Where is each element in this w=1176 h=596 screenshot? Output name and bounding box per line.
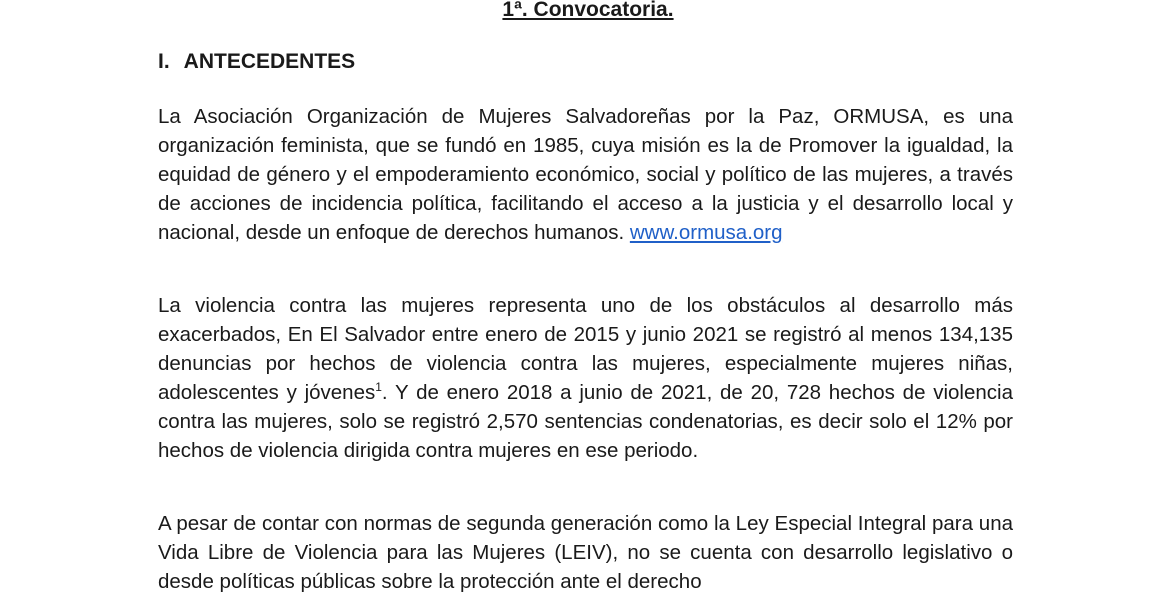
paragraph-2-body (158, 291, 1013, 465)
document-title (0, 0, 1176, 26)
paragraph-3-text: A pesar de contar con normas de segunda generación como la Ley Especial Integral para una Vida Libre de Violencia para las Mujeres (LEIV), no se cuenta con desarrollo legislativo o desde políticas públicas sobre la protección ante el derecho (158, 512, 1013, 593)
section-heading (158, 46, 355, 78)
paragraph-1-text: La Asociación Organización de Mujeres Salvadoreñas por la Paz, ORMUSA, es una organización feminista, que se fundó en 1985, cuya misión es la de Promover la igualdad, la equidad de género y el empoderamiento económico, social y político de las mujeres, a través de acciones de incidencia política, facilitando el acceso a la justicia y el desarrollo local y nacional, desde un enfoque de derechos humanos. (158, 105, 1013, 244)
section-heading-text: ANTECEDENTES (183, 50, 356, 73)
paragraph-1-body (158, 102, 1013, 247)
ormusa-website-link[interactable]: www.ormusa.org (629, 221, 783, 244)
paragraph-2 (158, 291, 1013, 465)
paragraph-3-body (158, 509, 1013, 596)
paragraph-2-text-a: La violencia contra las mujeres representa uno de los obstáculos al desarrollo más exacerbados, En El Salvador entre enero de 2015 y junio 2021 se registró al menos 134,135 denuncias por hechos de violencia contra las mujeres, especialmente mujeres niñas, adolescentes y jóvenes (158, 294, 1013, 404)
document-title-text: 1ª. Convocatoria. (502, 0, 674, 21)
footnote-reference[interactable]: 1 (375, 380, 382, 394)
paragraph-1 (158, 102, 1013, 247)
paragraph-3 (158, 509, 1013, 596)
section-number: I. (158, 50, 170, 73)
paragraph-2-text-b: . Y de enero 2018 a junio de 2021, de 20, 728 hechos de violencia contra las mujeres, solo se registró 2,570 sentencias condenatorias, es decir solo el 12% por hechos de violencia dirigida contra mujeres en ese periodo. (158, 381, 1013, 462)
